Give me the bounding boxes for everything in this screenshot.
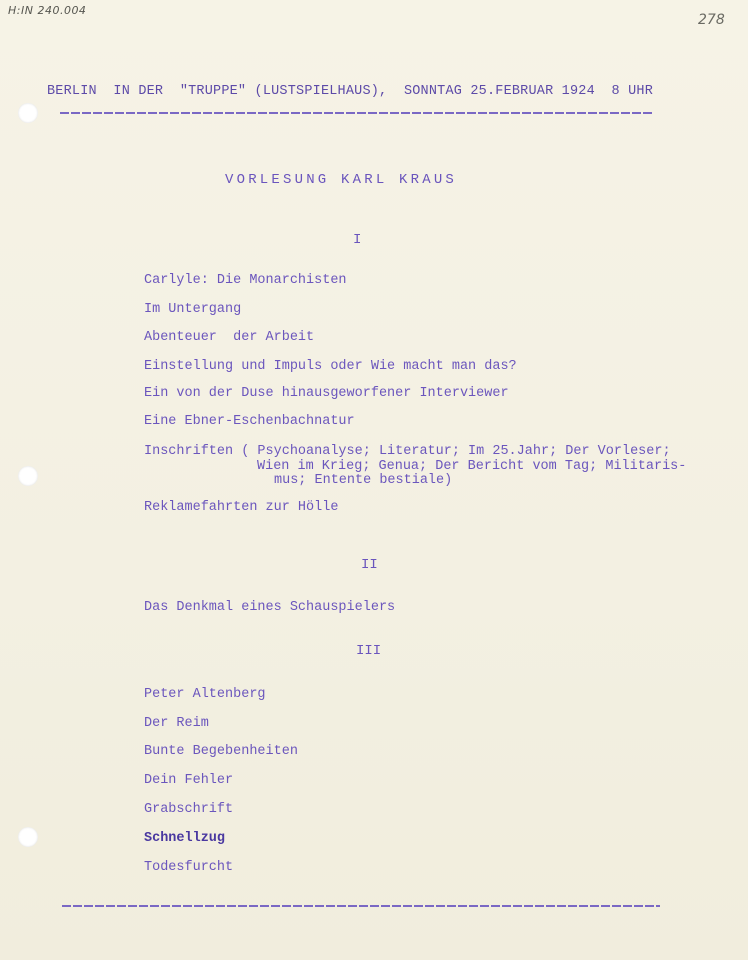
header-rule [60,112,652,114]
punch-hole [18,103,38,123]
program-item: Einstellung und Impuls oder Wie macht man das? [144,359,517,374]
program-item: Ein von der Duse hinausgeworfener Interviewer [144,386,509,401]
program-item: Der Reim [144,716,209,731]
program-item: Reklamefahrten zur Hölle [144,500,339,515]
program-item: Abenteuer der Arbeit [144,330,315,345]
section-numeral: III [356,643,382,659]
folio-number: 278 [698,12,725,28]
archive-id: H:IN 240.004 [8,4,87,17]
punch-hole [18,827,38,847]
program-item-continuation: mus; Entente bestiale) [274,473,453,488]
program-item: Peter Altenberg [144,687,266,702]
footer-rule [62,905,660,907]
program-item: Inschriften ( Psychoanalyse; Literatur; Im 25.Jahr; Der Vorleser; [144,444,671,459]
program-item: Schnellzug [144,831,226,846]
program-item: Bunte Begebenheiten [144,744,298,759]
section-numeral: II [361,557,378,573]
program-item: Todesfurcht [144,860,234,875]
program-item: Eine Ebner-Eschenbachnatur [144,414,355,429]
program-item: Carlyle: Die Monarchisten [144,273,347,288]
program-title: VORLESUNG KARL KRAUS [225,172,458,188]
program-item: Dein Fehler [144,773,234,788]
program-item: Das Denkmal eines Schauspielers [144,600,396,615]
program-item: Im Untergang [144,302,242,317]
event-header: BERLIN IN DER "TRUPPE" (LUSTSPIELHAUS), SONNTAG 25.FEBRUAR 1924 8 UHR [47,84,653,99]
punch-hole [18,466,38,486]
program-item: Grabschrift [144,802,234,817]
program-item-continuation: Wien im Krieg; Genua; Der Bericht vom Tag; Militaris- [257,459,687,474]
section-numeral: I [353,232,362,248]
